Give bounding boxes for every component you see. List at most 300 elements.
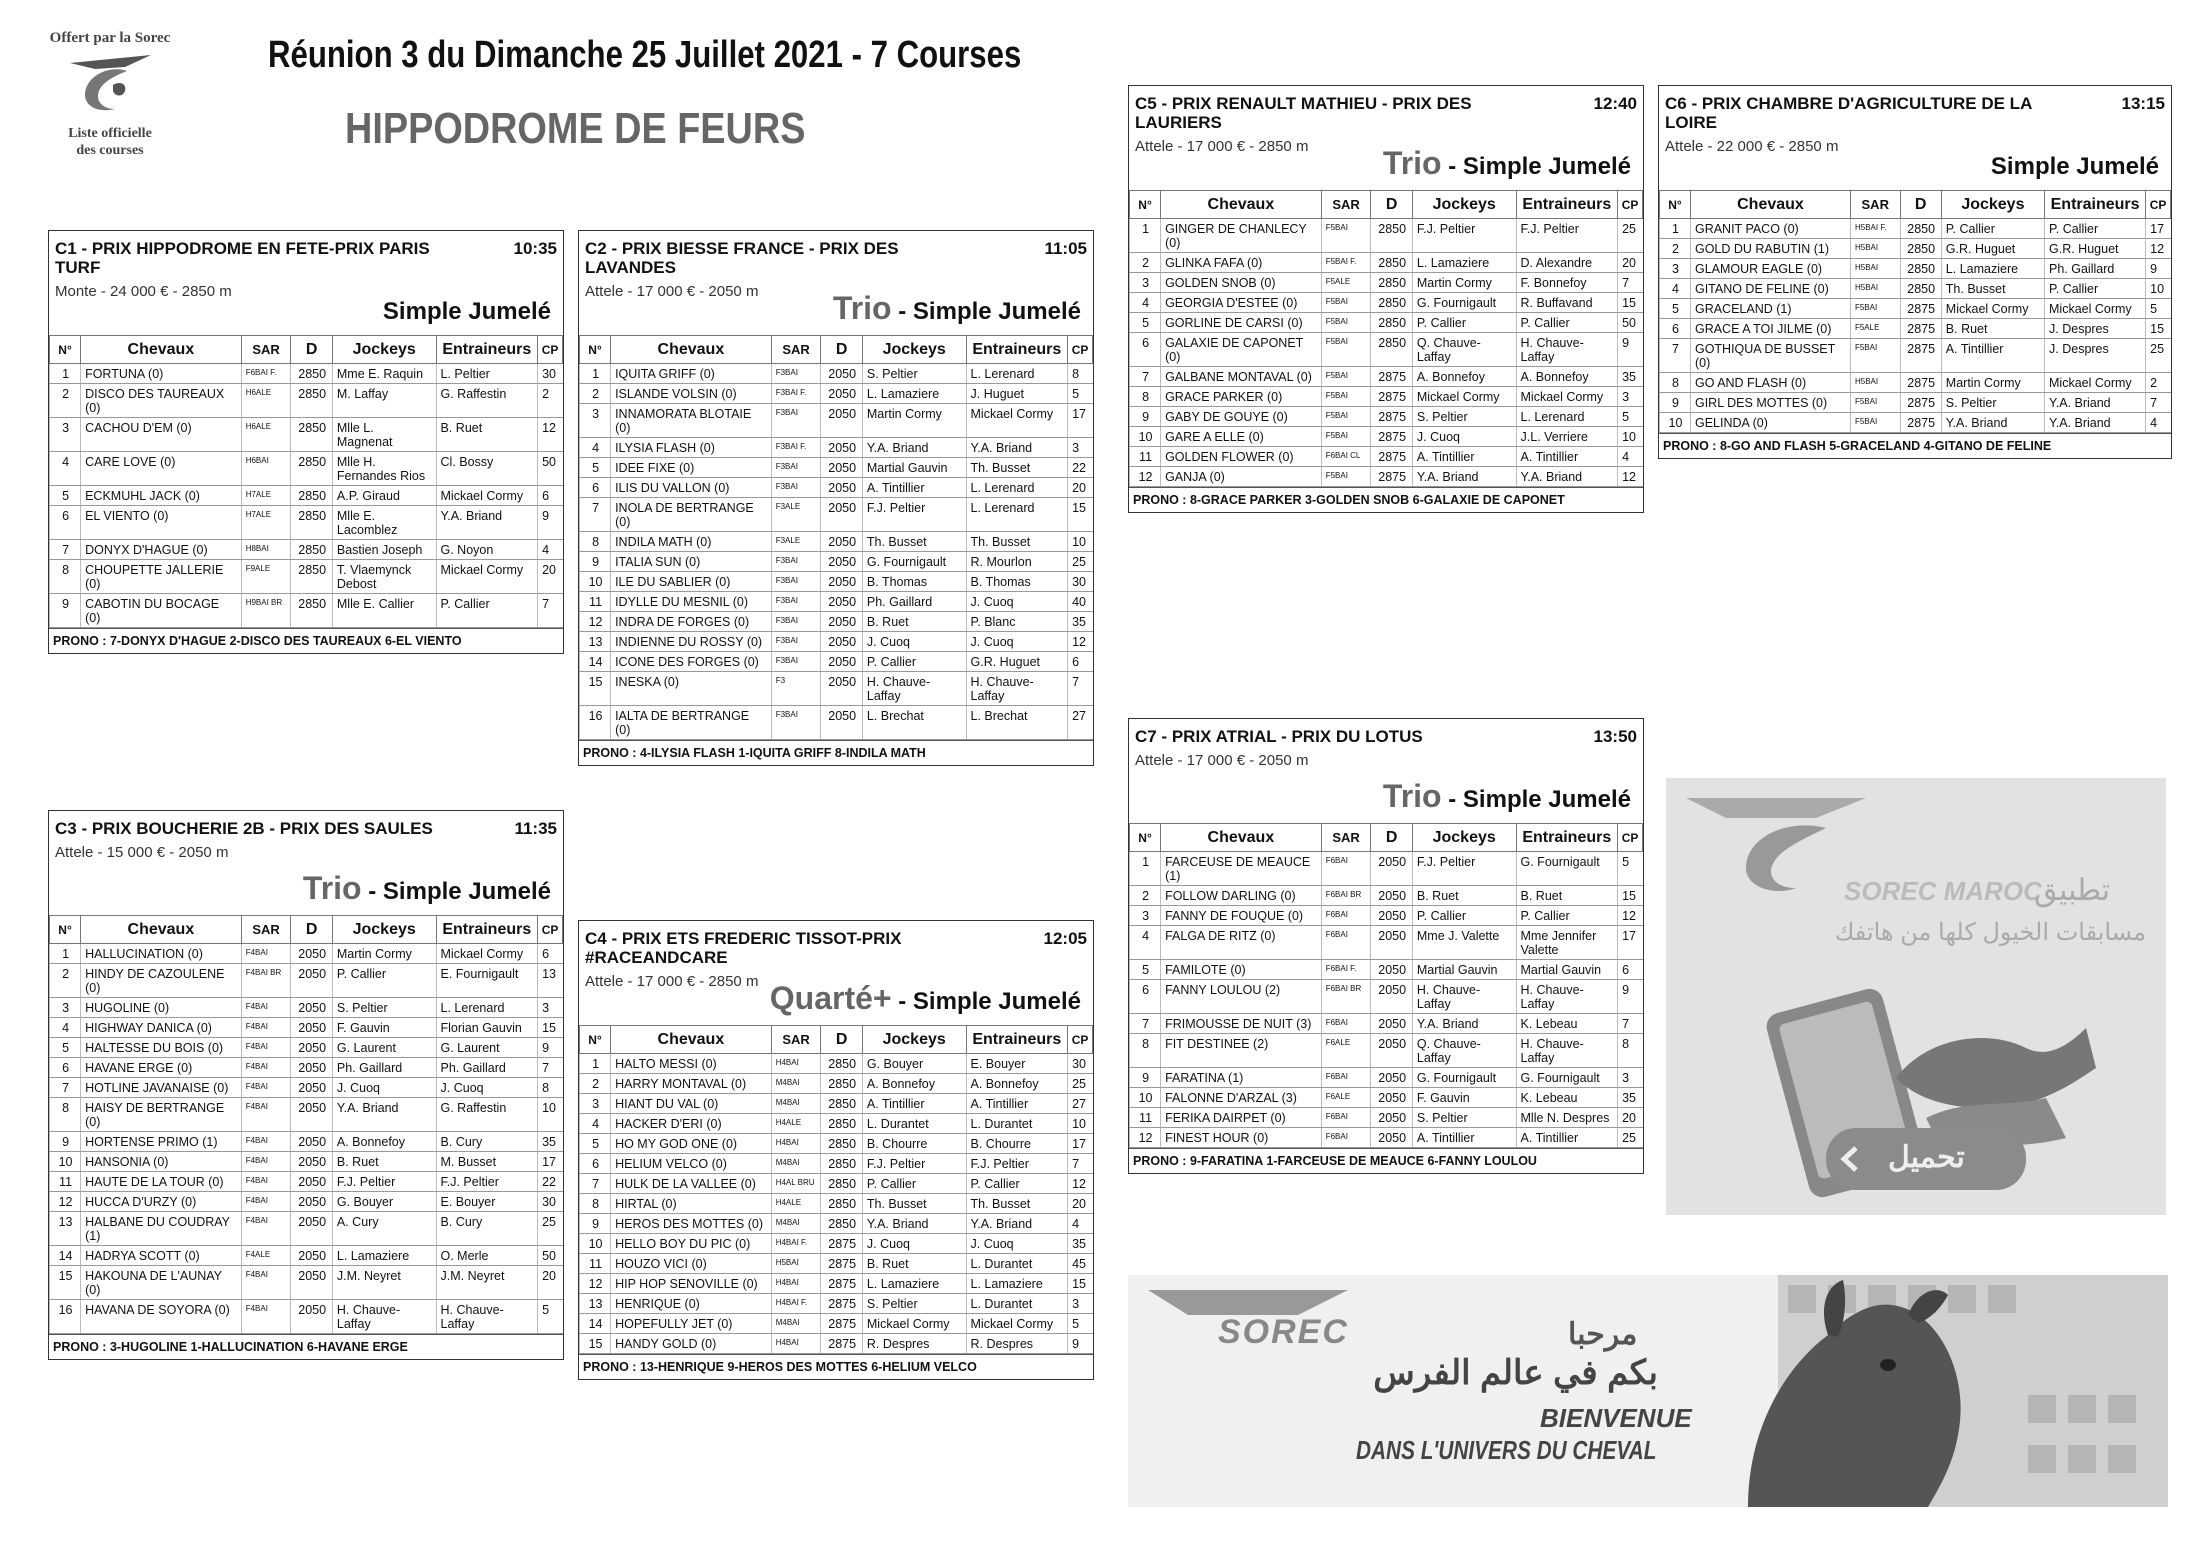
cell-cp: 5 (1618, 407, 1643, 427)
table-row (1130, 219, 1643, 253)
cell-sar: F5BAI (1321, 467, 1371, 487)
cell-jockey: P. Callier (1412, 906, 1516, 926)
cell-distance: 2850 (291, 384, 332, 418)
cell-cp: 5 (1068, 384, 1093, 404)
cell-trainer: L. Lerenard (1516, 407, 1618, 427)
cell-sar: H4BAI (771, 1134, 821, 1154)
col-horses: Chevaux (611, 336, 772, 364)
cell-jockey: A. Tintillier (1941, 339, 2044, 373)
cell-trainer: B. Thomas (966, 572, 1068, 592)
cell-distance: 2050 (821, 478, 862, 498)
cell-jockey: Y.A. Briand (1941, 413, 2044, 433)
cell-sar: F4BAI (241, 1300, 291, 1334)
cell-number: 9 (1660, 393, 1691, 413)
race-time: 11:05 (1044, 239, 1087, 258)
cell-number: 8 (580, 532, 611, 552)
cell-cp: 25 (2146, 339, 2171, 373)
race-card-c6 (1658, 85, 2172, 459)
cell-jockey: A. Tintillier (1412, 1128, 1516, 1148)
bet-rest: - Simple Jumelé (1441, 786, 1631, 813)
cell-jockey: F.J. Peltier (1412, 852, 1516, 886)
welcome-french-1: BIENVENUE (1540, 1403, 1692, 1433)
col-number: N° (580, 1026, 611, 1054)
cell-distance: 2050 (291, 1078, 332, 1098)
cell-cp: 35 (1618, 367, 1643, 387)
race-bet-types (833, 290, 1081, 327)
cell-cp: 40 (1068, 592, 1093, 612)
cell-number: 6 (50, 1058, 81, 1078)
race-prono: PRONO : 4-ILYSIA FLASH 1-IQUITA GRIFF 8-INDILA MATH (579, 740, 1093, 765)
table-row (1130, 447, 1643, 467)
col-sar: SAR (1321, 824, 1371, 852)
cell-trainer: L. Lerenard (436, 998, 538, 1018)
cell-horse: HADRYA SCOTT (0) (81, 1246, 242, 1266)
cell-horse: HAISY DE BERTRANGE (0) (81, 1098, 242, 1132)
cell-horse: FIT DESTINEE (2) (1161, 1034, 1322, 1068)
cell-cp: 45 (1068, 1254, 1093, 1274)
cell-jockey: S. Peltier (1412, 407, 1516, 427)
cell-number: 15 (50, 1266, 81, 1300)
table-header-row (50, 336, 563, 364)
table-row (1660, 279, 2171, 299)
col-number: N° (1130, 191, 1161, 219)
col-jockeys: Jockeys (332, 916, 436, 944)
horse-logo-icon (65, 51, 155, 121)
cell-sar: F4BAI (241, 1038, 291, 1058)
cell-jockey: R. Despres (862, 1334, 966, 1354)
col-cp: CP (1068, 336, 1093, 364)
table-row (580, 1234, 1093, 1254)
race-conditions: Attele - 17 000 € - 2850 m (1135, 138, 1309, 155)
cell-jockey: Mme E. Raquin (332, 364, 436, 384)
cell-trainer: J.M. Neyret (436, 1266, 538, 1300)
cell-horse: IQUITA GRIFF (0) (611, 364, 772, 384)
cell-number: 3 (580, 1094, 611, 1114)
cell-number: 16 (580, 706, 611, 740)
table-row (50, 594, 563, 628)
cell-jockey: Ph. Gaillard (332, 1058, 436, 1078)
cell-trainer: L. Brechat (966, 706, 1068, 740)
cell-number: 6 (50, 506, 81, 540)
cell-cp: 2 (2146, 373, 2171, 393)
table-row (580, 478, 1093, 498)
cell-sar: F5BAI (1850, 339, 1900, 373)
cell-jockey: Bastien Joseph (332, 540, 436, 560)
cell-number: 8 (50, 1098, 81, 1132)
cell-horse: FALGA DE RITZ (0) (1161, 926, 1322, 960)
cell-distance: 2850 (821, 1074, 862, 1094)
cell-cp: 10 (1068, 1114, 1093, 1134)
cell-cp: 7 (1618, 1014, 1643, 1034)
cell-number: 7 (1660, 339, 1691, 373)
table-row (1130, 886, 1643, 906)
cell-distance: 2050 (1371, 980, 1412, 1014)
cell-number: 16 (50, 1300, 81, 1334)
cell-number: 4 (580, 438, 611, 458)
cell-trainer: L. Durantet (966, 1114, 1068, 1134)
cell-jockey: G. Bouyer (332, 1192, 436, 1212)
cell-trainer: M. Busset (436, 1152, 538, 1172)
cell-cp: 8 (1618, 1034, 1643, 1068)
cell-cp: 15 (1618, 293, 1643, 313)
cell-trainer: Y.A. Briand (436, 506, 538, 540)
col-number: N° (50, 336, 81, 364)
cell-trainer: Mickael Cormy (436, 486, 538, 506)
cell-jockey: G. Bouyer (862, 1054, 966, 1074)
cell-jockey: L. Lamaziere (862, 384, 966, 404)
cell-cp: 6 (1068, 652, 1093, 672)
cell-cp: 6 (538, 486, 563, 506)
cell-jockey: L. Brechat (862, 706, 966, 740)
cell-horse: HANSONIA (0) (81, 1152, 242, 1172)
cell-horse: GABY DE GOUYE (0) (1161, 407, 1322, 427)
cell-distance: 2850 (1900, 259, 1941, 279)
cell-number: 5 (1130, 960, 1161, 980)
race-bet-types (1383, 778, 1631, 815)
cell-number: 2 (1660, 239, 1691, 259)
cell-jockey: A. Bonnefoy (332, 1132, 436, 1152)
cell-cp: 35 (1068, 1234, 1093, 1254)
cell-trainer: Th. Busset (966, 458, 1068, 478)
cell-trainer: K. Lebeau (1516, 1088, 1618, 1108)
cell-jockey: Mlle E. Lacomblez (332, 506, 436, 540)
cell-horse: FINEST HOUR (0) (1161, 1128, 1322, 1148)
cell-horse: ECKMUHL JACK (0) (81, 486, 242, 506)
cell-jockey: P. Callier (332, 964, 436, 998)
cell-number: 9 (580, 1214, 611, 1234)
cell-number: 7 (580, 498, 611, 532)
cell-distance: 2050 (291, 1098, 332, 1132)
table-row (580, 1334, 1093, 1354)
cell-distance: 2875 (821, 1314, 862, 1334)
cell-distance: 2050 (821, 552, 862, 572)
cell-cp: 12 (1618, 906, 1643, 926)
col-trainers: Entraineurs (966, 1026, 1068, 1054)
col-distance: D (291, 916, 332, 944)
cell-cp: 3 (1068, 438, 1093, 458)
cell-jockey: Th. Busset (862, 532, 966, 552)
cell-horse: INDILA MATH (0) (611, 532, 772, 552)
cell-cp: 12 (1068, 632, 1093, 652)
cell-horse: HAVANA DE SOYORA (0) (81, 1300, 242, 1334)
table-row (1660, 319, 2171, 339)
cell-horse: HEROS DES MOTTES (0) (611, 1214, 772, 1234)
cell-jockey: H. Chauve-Laffay (332, 1300, 436, 1334)
cell-trainer: J. Huguet (966, 384, 1068, 404)
cell-sar: F5BAI F. (1321, 253, 1371, 273)
cell-trainer: A. Tintillier (966, 1094, 1068, 1114)
cell-distance: 2050 (1371, 886, 1412, 906)
race-time: 11:35 (514, 819, 557, 838)
cell-sar: H5BAI (1850, 259, 1900, 279)
cell-jockey: G. Fournigault (862, 552, 966, 572)
cell-distance: 2875 (1900, 339, 1941, 373)
table-row (50, 1172, 563, 1192)
cell-distance: 2850 (821, 1194, 862, 1214)
cell-horse: INNAMORATA BLOTAIE (0) (611, 404, 772, 438)
cell-horse: HELIUM VELCO (0) (611, 1154, 772, 1174)
cell-trainer: G. Fournigault (1516, 852, 1618, 886)
table-row (50, 998, 563, 1018)
cell-cp: 6 (538, 944, 563, 964)
col-cp: CP (1068, 1026, 1093, 1054)
cell-distance: 2875 (821, 1294, 862, 1314)
cell-sar: F4ALE (241, 1246, 291, 1266)
cell-sar: H5BAI (1850, 239, 1900, 259)
race-conditions: Attele - 17 000 € - 2050 m (585, 283, 759, 300)
cell-jockey: Mickael Cormy (1941, 299, 2044, 319)
cell-jockey: S. Peltier (1941, 393, 2044, 413)
cell-horse: HUGOLINE (0) (81, 998, 242, 1018)
cell-number: 8 (1660, 373, 1691, 393)
cell-cp: 15 (538, 1018, 563, 1038)
cell-sar: F6ALE (1321, 1088, 1371, 1108)
table-row (1130, 926, 1643, 960)
cell-sar: F6BAI (1321, 1014, 1371, 1034)
cell-distance: 2875 (821, 1254, 862, 1274)
cell-jockey: P. Callier (1412, 313, 1516, 333)
cell-trainer: G.R. Huguet (966, 652, 1068, 672)
cell-horse: CHOUPETTE JALLERIE (0) (81, 560, 242, 594)
cell-jockey: A. Bonnefoy (1412, 367, 1516, 387)
table-row (1130, 960, 1643, 980)
cell-sar: H5BAI (1850, 373, 1900, 393)
bet-main: Quarté+ (769, 980, 892, 1016)
race-time: 13:50 (1593, 727, 1637, 746)
col-trainers: Entraineurs (2045, 191, 2146, 219)
cell-trainer: A. Bonnefoy (966, 1074, 1068, 1094)
cell-number: 1 (1660, 219, 1691, 239)
table-row (1130, 367, 1643, 387)
cell-sar: F5BAI (1850, 299, 1900, 319)
race-time: 12:05 (1043, 929, 1087, 948)
race-name: C2 - PRIX BIESSE FRANCE - PRIX DES LAVANDES (585, 239, 899, 277)
table-row (50, 486, 563, 506)
col-cp: CP (2146, 191, 2171, 219)
race-prono: PRONO : 13-HENRIQUE 9-HEROS DES MOTTES 6-HELIUM VELCO (579, 1354, 1093, 1379)
cell-distance: 2050 (821, 532, 862, 552)
cell-cp: 7 (1068, 672, 1093, 706)
table-row (50, 1152, 563, 1172)
cell-sar: H5BAI (1850, 279, 1900, 299)
bet-main: Trio (1382, 778, 1442, 814)
col-sar: SAR (241, 336, 291, 364)
cell-horse: GALAXIE DE CAPONET (0) (1161, 333, 1322, 367)
table-row (580, 458, 1093, 478)
race-prono: PRONO : 8-GO AND FLASH 5-GRACELAND 4-GITANO DE FELINE (1659, 433, 2171, 458)
cell-trainer: G. Fournigault (1516, 1068, 1618, 1088)
cell-number: 1 (1130, 219, 1161, 253)
table-row (580, 672, 1093, 706)
race-table (49, 335, 563, 628)
cell-trainer: Y.A. Briand (2045, 393, 2146, 413)
race-bet-types (303, 870, 551, 907)
cell-number: 14 (50, 1246, 81, 1266)
col-cp: CP (538, 336, 563, 364)
table-row (580, 364, 1093, 384)
cell-trainer: J. Cuoq (966, 592, 1068, 612)
cell-sar: H6ALE (241, 418, 291, 452)
sorec-brand-text: SOREC (1218, 1313, 1349, 1351)
cell-sar: H4BAI F. (771, 1234, 821, 1254)
cell-trainer: R. Buffavand (1516, 293, 1618, 313)
cell-horse: GELINDA (0) (1690, 413, 1850, 433)
cell-number: 4 (1130, 293, 1161, 313)
table-row (1660, 373, 2171, 393)
cell-trainer: Mickael Cormy (966, 404, 1068, 438)
cell-cp: 27 (1068, 1094, 1093, 1114)
table-row (580, 1194, 1093, 1214)
col-number: N° (580, 336, 611, 364)
cell-number: 4 (50, 1018, 81, 1038)
cell-jockey: Martin Cormy (862, 404, 966, 438)
cell-sar: F5BAI (1321, 407, 1371, 427)
cell-jockey: J. Cuoq (332, 1078, 436, 1098)
cell-number: 4 (1660, 279, 1691, 299)
cell-jockey: Y.A. Briand (862, 1214, 966, 1234)
cell-sar: F4BAI BR (241, 964, 291, 998)
cell-number: 13 (580, 632, 611, 652)
cell-sar: F5ALE (1850, 319, 1900, 339)
cell-sar: F9ALE (241, 560, 291, 594)
cell-sar: F5BAI (1321, 313, 1371, 333)
cell-horse: HARRY MONTAVAL (0) (611, 1074, 772, 1094)
cell-jockey: J. Cuoq (862, 632, 966, 652)
cell-cp: 3 (1068, 1294, 1093, 1314)
cell-jockey: F. Gauvin (332, 1018, 436, 1038)
cell-distance: 2850 (1371, 273, 1412, 293)
cell-sar: F5BAI (1321, 367, 1371, 387)
col-horses: Chevaux (1690, 191, 1850, 219)
cell-horse: FANNY DE FOUQUE (0) (1161, 906, 1322, 926)
cell-trainer: Florian Gauvin (436, 1018, 538, 1038)
logo-bottom-text-1: Liste officielle (68, 126, 152, 141)
cell-distance: 2050 (821, 592, 862, 612)
cell-trainer: J. Cuoq (436, 1078, 538, 1098)
cell-horse: HIRTAL (0) (611, 1194, 772, 1214)
cell-sar: H4BAI (771, 1334, 821, 1354)
cell-trainer: Mickael Cormy (2045, 299, 2146, 319)
cell-distance: 2050 (821, 632, 862, 652)
cell-trainer: Th. Busset (966, 1194, 1068, 1214)
cell-jockey: Martial Gauvin (862, 458, 966, 478)
cell-number: 7 (1130, 1014, 1161, 1034)
cell-cp: 5 (2146, 299, 2171, 319)
table-row (1130, 1108, 1643, 1128)
cell-sar: H4ALE (771, 1114, 821, 1134)
table-row (580, 1154, 1093, 1174)
cell-jockey: G. Laurent (332, 1038, 436, 1058)
table-row (50, 1266, 563, 1300)
cell-distance: 2875 (1371, 427, 1412, 447)
cell-jockey: L. Lamaziere (1941, 259, 2044, 279)
cell-distance: 2050 (291, 1152, 332, 1172)
race-card-c7 (1128, 718, 1644, 1174)
table-row (580, 404, 1093, 438)
cell-number: 6 (580, 1154, 611, 1174)
cell-sar: F6BAI BR (1321, 980, 1371, 1014)
cell-jockey: H. Chauve-Laffay (1412, 980, 1516, 1014)
welcome-ad (1128, 1275, 2168, 1507)
cell-number: 10 (1130, 427, 1161, 447)
cell-horse: GIRL DES MOTTES (0) (1690, 393, 1850, 413)
welcome-arabic-1: مرحبا (1568, 1318, 1638, 1351)
cell-horse: GRACE A TOI JILME (0) (1690, 319, 1850, 339)
col-horses: Chevaux (81, 336, 242, 364)
cell-horse: IDYLLE DU MESNIL (0) (611, 592, 772, 612)
cell-horse: FAMILOTE (0) (1161, 960, 1322, 980)
cell-distance: 2050 (1371, 960, 1412, 980)
cell-distance: 2050 (821, 672, 862, 706)
table-row (580, 1274, 1093, 1294)
cell-sar: F6BAI F. (1321, 960, 1371, 980)
table-row (580, 592, 1093, 612)
cell-sar: F3BAI (771, 552, 821, 572)
cell-distance: 2875 (1900, 319, 1941, 339)
cell-cp: 17 (1618, 926, 1643, 960)
table-row (580, 1094, 1093, 1114)
col-jockeys: Jockeys (1412, 824, 1516, 852)
cell-horse: GINGER DE CHANLECY (0) (1161, 219, 1322, 253)
cell-sar: F5BAI (1321, 293, 1371, 313)
cell-cp: 50 (538, 452, 563, 486)
cell-trainer: D. Alexandre (1516, 253, 1618, 273)
cell-number: 5 (1130, 313, 1161, 333)
cell-jockey: L. Lamaziere (332, 1246, 436, 1266)
cell-distance: 2875 (821, 1234, 862, 1254)
cell-distance: 2875 (1371, 467, 1412, 487)
cell-distance: 2050 (821, 404, 862, 438)
cell-jockey: S. Peltier (862, 364, 966, 384)
cell-sar: F3BAI (771, 478, 821, 498)
cell-trainer: L. Peltier (436, 364, 538, 384)
table-row (1130, 906, 1643, 926)
cell-horse: GANJA (0) (1161, 467, 1322, 487)
cell-sar: F3BAI (771, 632, 821, 652)
table-row (50, 452, 563, 486)
cell-distance: 2850 (291, 418, 332, 452)
cell-cp: 3 (538, 998, 563, 1018)
cell-sar: F5BAI (1321, 427, 1371, 447)
table-header-row (1130, 824, 1643, 852)
cell-trainer: B. Ruet (1516, 886, 1618, 906)
table-row (50, 1300, 563, 1334)
bet-main: Trio (832, 290, 892, 326)
cell-sar: F5BAI (1850, 393, 1900, 413)
cell-number: 3 (50, 998, 81, 1018)
cell-number: 5 (50, 1038, 81, 1058)
cell-trainer: O. Merle (436, 1246, 538, 1266)
cell-jockey: F. Gauvin (1412, 1088, 1516, 1108)
cell-cp: 2 (538, 384, 563, 418)
cell-distance: 2875 (1900, 299, 1941, 319)
cell-horse: HO MY GOD ONE (0) (611, 1134, 772, 1154)
cell-cp: 7 (538, 1058, 563, 1078)
cell-distance: 2050 (821, 364, 862, 384)
cell-cp: 3 (1618, 1068, 1643, 1088)
cell-sar: F4BAI (241, 1152, 291, 1172)
cell-horse: IALTA DE BERTRANGE (0) (611, 706, 772, 740)
cell-distance: 2875 (1900, 413, 1941, 433)
cell-number: 2 (50, 964, 81, 998)
cell-horse: FARCEUSE DE MEAUCE (1) (1161, 852, 1322, 886)
cell-sar: F6BAI BR (1321, 886, 1371, 906)
download-button[interactable]: تحميل (1888, 1141, 1965, 1174)
cell-horse: EL VIENTO (0) (81, 506, 242, 540)
cell-distance: 2050 (291, 1132, 332, 1152)
table-row (580, 1214, 1093, 1234)
cell-sar: F4BAI (241, 1078, 291, 1098)
